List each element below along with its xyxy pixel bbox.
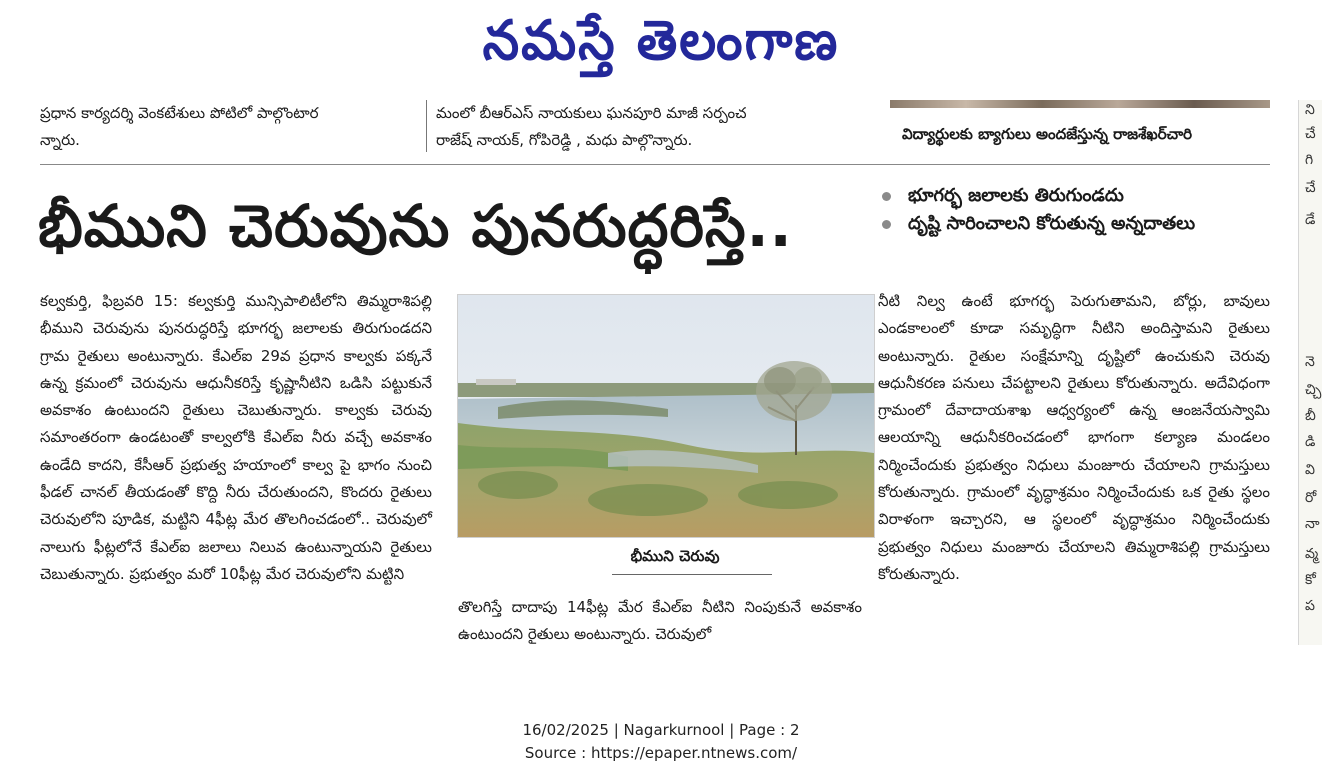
edge-fragment: బీ bbox=[1305, 408, 1316, 424]
edge-fragment: చ్చి bbox=[1305, 382, 1322, 398]
previous-story-column-2 bbox=[436, 100, 856, 154]
article-headline: భీముని చెరువును పునరుద్ధరిస్తే.. bbox=[38, 192, 793, 260]
article-column-middle bbox=[458, 594, 862, 648]
article-paragraph: నీటి నిల్వ ఉంటే భూగర్భ పెరుగుతామని, బోర్లు, బావులు ఎండకాలంలో కూడా సమృద్ధిగా నీటిని అందిస్తామని రైతులు అంటున్నారు. రైతుల సంక్షేమాన్ని దృష్టిలో ఉంచుకుని చెరువు ఆధునీకరణ పనులు చేపట్టాలని రైతులు కోరుతున్నారు. అదేవిధంగా గ్రామంలో దేవాదాయశాఖ ఆధ్వర్యంలో ఉన్న ఆంజనేయస్వామి ఆలయాన్ని ఆధునీకరించడంలో భాగంగా కల్యాణ మండలం నిర్మించేందుకు ప్రభుత్వం నిధులు మంజూరు చేయాలని గ్రామస్తులు కోరుతున్నారు. గ్రామంలో వృద్ధాశ్రమం నిర్మించేందుకు ఒక రైతు స్థలం విరాళంగా ఇచ్చారని, ఆ స్థలంలో వృద్ధాశ్రమం నిర్మించేందుకు ప్రభుత్వం నిధులు మంజూరు చేయాలని తిమ్మరాశిపల్లి గ్రామస్తులు కోరుతున్నారు. bbox=[878, 292, 1270, 583]
previous-story-line: న్నారు. bbox=[40, 131, 80, 149]
edge-fragment: డి bbox=[1305, 434, 1316, 450]
bullet-icon bbox=[882, 220, 891, 229]
edge-fragment: కో bbox=[1305, 572, 1316, 588]
edge-fragment: చే bbox=[1305, 126, 1316, 142]
article-bullets bbox=[880, 182, 1200, 238]
edge-fragment: నె bbox=[1305, 354, 1315, 370]
lake-photo bbox=[457, 294, 875, 538]
masthead bbox=[0, 0, 1322, 92]
previous-story-line: మంలో బీఆర్‌ఎస్ నాయకులు ఘనపూరి మాజీ సర్పంచ bbox=[436, 104, 747, 122]
bullet-text: భూగర్భ జలాలకు తిరుగుండదు bbox=[908, 185, 1124, 206]
article-paragraph: కల్వకుర్తి, ఫిబ్రవరి 15: కల్వకుర్తి మున్సిపాలిటీలోని తిమ్మరాశిపల్లి భీముని చెరువును పునరుద్ధరిస్తే భూగర్భ జలాలకు తిరుగుండదని గ్రామ రైతులు అంటున్నారు. కేఎల్‌ఐ 29వ ప్రధాన కాల్వకు పక్కనే ఉన్న క్రమంలో చెరువును ఆధునీకరిస్తే కృష్ణానీటిని ఒడిసి పట్టుకునే అవకాశం ఉంటుందని రైతులు చెబుతున్నారు. కాల్వకు చెరువు సమాంతరంగా ఉండటంతో కాల్వలోకి కేఎల్‌ఐ నీరు వచ్చే అవకాశం ఉండేది కాదని, కేసీఆర్ ప్రభుత్వ హయాంలో కాల్వ పై భాగం నుంచి ఫీడల్ చానల్ తీయడంతో కొద్ది నీరు చేరుతుందని, కొందరు రైతులు చెరువులోని పూడిక, మట్టిని 4ఫీట్ల మేర తొలగించడంలో.. చెరువులో నాలుగు ఫీట్లలోనే కేఎల్‌ఐ జలాలు నిలువ ఉంటున్నాయని రైతులు చెబుతున్నారు. ప్రభుత్వం మరో 10ఫీట్ల మేర చెరువులోని మట్టిని bbox=[40, 292, 432, 583]
column-divider bbox=[426, 100, 427, 152]
edge-fragment: రో bbox=[1305, 490, 1317, 506]
edge-fragment: ప bbox=[1305, 598, 1315, 614]
edge-fragment: చే bbox=[1305, 180, 1316, 196]
edge-fragment: డే bbox=[1305, 212, 1316, 228]
previous-story-line: రాజేష్ నాయక్, గోపిరెడ్డి , మధు పాల్గొన్నారు. bbox=[436, 131, 693, 149]
bullet-text: దృష్టి సారించాలని కోరుతున్న అన్నదాతలు bbox=[908, 213, 1196, 234]
newspaper-logo: నమస్తే తెలంగాణ bbox=[482, 9, 840, 73]
previous-story-line: ప్రధాన కార్యదర్శి వెంకటేశులు పోటిలో పాల్గొంటార bbox=[40, 104, 319, 122]
article-column-left bbox=[40, 288, 432, 588]
article-paragraph: తొలగిస్తే దాదాపు 14ఫీట్ల మేర కేఎల్‌ఐ నీటిని నింపుకునే అవకాశం ఉంటుందని రైతులు అంటున్నారు. చెరువులో bbox=[458, 598, 862, 644]
edge-fragment: వ్మ bbox=[1305, 546, 1319, 562]
newspaper-clipping bbox=[0, 100, 1298, 648]
lake-photo-image bbox=[458, 295, 874, 537]
edge-fragment: ని bbox=[1305, 102, 1315, 118]
previous-story-photo bbox=[890, 100, 1270, 108]
article-column-right bbox=[878, 288, 1270, 588]
edge-fragment: నా bbox=[1305, 516, 1320, 532]
previous-story-column-1 bbox=[40, 100, 418, 154]
edge-fragment: వి bbox=[1305, 462, 1315, 478]
footer-source-line[interactable]: Source : https://epaper.ntnews.com/ bbox=[524, 744, 798, 762]
footer-date-line: 16/02/2025 | Nagarkurnool | Page : 2 bbox=[522, 721, 800, 739]
section-rule bbox=[40, 164, 1270, 165]
bullet-icon bbox=[882, 192, 891, 201]
adjacent-page-edge bbox=[1298, 100, 1322, 645]
edge-fragment: గి bbox=[1305, 152, 1314, 168]
caption-rule bbox=[612, 574, 772, 575]
bullet-item bbox=[880, 210, 1200, 238]
lake-photo-caption: భీముని చెరువు bbox=[630, 547, 720, 565]
bullet-item bbox=[880, 182, 1200, 210]
previous-story-photo-caption: విద్యార్థులకు బ్యాగులు అందజేస్తున్న రాజశేఖర్‌చారి bbox=[902, 125, 1193, 143]
